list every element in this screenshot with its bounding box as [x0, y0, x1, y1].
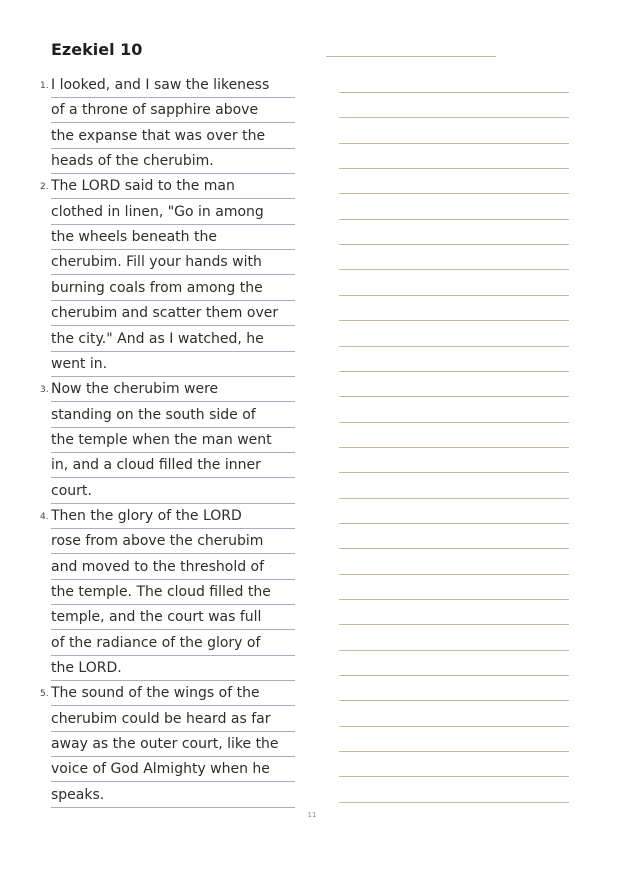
verse-number: 3. [40, 385, 49, 396]
writing-line [339, 523, 569, 524]
writing-line [339, 498, 569, 499]
verse-line: rose from above the cherubim [51, 529, 295, 554]
verse-line: voice of God Almighty when he [51, 757, 295, 782]
verse-line: of the radiance of the glory of [51, 631, 295, 656]
title-writing-line [326, 56, 496, 57]
verse-line: Now the cherubim were [51, 377, 295, 402]
verse-line: of a throne of sapphire above [51, 98, 295, 123]
verse-line: away as the outer court, like the [51, 732, 295, 757]
verse-line: burning coals from among the [51, 276, 295, 301]
writing-line [339, 168, 569, 169]
writing-line [339, 396, 569, 397]
verse-number: 4. [40, 511, 49, 522]
writing-line [339, 320, 569, 321]
writing-line [339, 346, 569, 347]
verse-line: The sound of the wings of the [51, 681, 295, 706]
verse-line: the temple when the man went [51, 428, 295, 453]
verse-line: speaks. [51, 783, 295, 808]
writing-line [339, 371, 569, 372]
verse-line: cherubim. Fill your hands with [51, 250, 295, 275]
verse-line: went in. [51, 352, 295, 377]
verse-line: the expanse that was over the [51, 124, 295, 149]
page-title: Ezekiel 10 [51, 40, 143, 59]
verse-number: 1. [40, 81, 49, 91]
writing-line [339, 700, 569, 701]
writing-line [339, 117, 569, 118]
writing-line [339, 422, 569, 423]
writing-line [339, 193, 569, 194]
page-number: 11 [307, 812, 317, 818]
writing-line [339, 219, 569, 220]
writing-line [339, 751, 569, 752]
verse-line: cherubim could be heard as far [51, 707, 295, 732]
verse-line: and moved to the threshold of [51, 555, 295, 580]
verse-number: 5. [40, 689, 49, 700]
writing-line [339, 244, 569, 245]
verse-line: clothed in linen, "Go in among [51, 200, 295, 225]
verse-line: The LORD said to the man [51, 174, 295, 199]
verse-line: the LORD. [51, 656, 295, 681]
writing-line [339, 269, 569, 270]
verse-number: 2. [40, 182, 49, 193]
writing-line [339, 599, 569, 600]
writing-line [339, 675, 569, 676]
verse-line: in, and a cloud filled the inner [51, 453, 295, 478]
writing-line [339, 447, 569, 448]
verse-line: I looked, and I saw the likeness [51, 73, 295, 98]
writing-line [339, 802, 569, 803]
verse-line: standing on the south side of [51, 403, 295, 428]
verse-line: the city." And as I watched, he [51, 327, 295, 352]
writing-line [339, 143, 569, 144]
writing-line [339, 295, 569, 296]
writing-line [339, 726, 569, 727]
verse-line: cherubim and scatter them over [51, 301, 295, 326]
writing-line [339, 548, 569, 549]
writing-line [339, 574, 569, 575]
verse-line: the wheels beneath the [51, 225, 295, 250]
verse-line: temple, and the court was full [51, 605, 295, 630]
writing-line [339, 92, 569, 93]
writing-line [339, 472, 569, 473]
verse-line: the temple. The cloud filled the [51, 580, 295, 605]
writing-line [339, 776, 569, 777]
writing-line [339, 624, 569, 625]
writing-line [339, 650, 569, 651]
verse-line: Then the glory of the LORD [51, 504, 295, 529]
verse-line: court. [51, 479, 295, 504]
verse-line: heads of the cherubim. [51, 149, 295, 174]
